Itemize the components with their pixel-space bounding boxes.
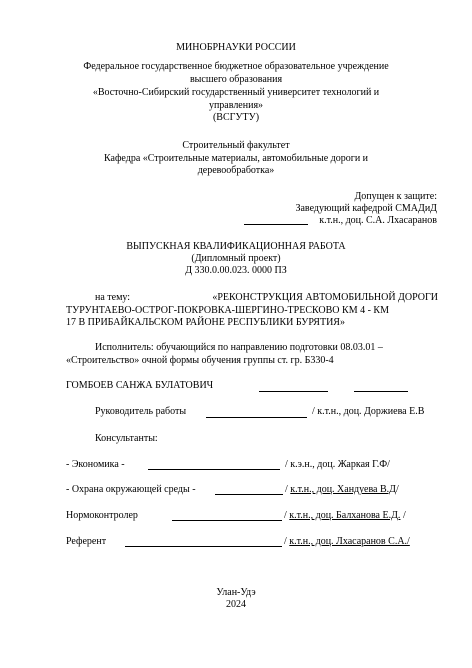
- referee-label: Референт: [66, 536, 107, 547]
- consultant-ecology-value: / к.т.н., доц. Хандуева В.Д/: [285, 484, 399, 495]
- institution-line-2: высшего образования: [189, 74, 283, 85]
- approval-line-1: Допущен к защите:: [354, 191, 437, 202]
- topic-prefix: на тему:: [95, 292, 131, 303]
- footer-year: 2024: [226, 599, 246, 610]
- consultants-title: Консультанты:: [95, 433, 158, 444]
- topic-line-1: «РЕКОНСТРУКЦИЯ АВТОМОБИЛЬНОЙ ДОРОГИ: [212, 292, 438, 303]
- ministry: МИНОБРНАУКИ РОССИИ: [176, 42, 296, 53]
- faculty: Строительный факультет: [182, 140, 290, 151]
- normcontrol-signature-line: [172, 520, 282, 521]
- document-subtitle: (Дипломный проект): [191, 253, 281, 264]
- document-code: Д 330.0.00.023. 0000 ПЗ: [185, 265, 287, 276]
- supervisor-value: / к.т.н., доц. Доржиева Е.В: [312, 406, 425, 417]
- performer-line-2: «Строительство» очной формы обучения группы ст. гр. Б330-4: [66, 355, 334, 366]
- referee-signature-line: [125, 546, 282, 547]
- consultant-economics-value: / к.э.н., доц. Жаркая Г.Ф/: [285, 459, 390, 470]
- department-line-2: деревообработка»: [197, 165, 275, 176]
- topic-line-3: 17 В ПРИБАЙКАЛЬСКОМ РАЙОНЕ РЕСПУБЛИКИ БУРЯТИЯ»: [66, 317, 345, 328]
- supervisor-label: Руководитель работы: [95, 406, 187, 417]
- consultant-economics-signature-line: [148, 469, 280, 470]
- approval-line-3: к.т.н., доц. С.А. Лхасаранов: [319, 215, 437, 226]
- institution-line-4: управления»: [208, 100, 264, 111]
- approval-line-2: Заведующий кафедрой СМАДиД: [295, 203, 437, 214]
- department-line-1: Кафедра «Строительные материалы, автомобильные дороги и: [103, 153, 369, 164]
- consultant-ecology-label: - Охрана окружающей среды -: [66, 484, 196, 495]
- institution-line-1: Федеральное государственное бюджетное образовательное учреждение: [83, 61, 389, 72]
- footer-city: Улан-Удэ: [216, 587, 256, 598]
- approval-signature-line: [244, 224, 308, 225]
- performer-line-1: Исполнитель: обучающийся по направлению подготовки 08.03.01 –: [95, 342, 383, 353]
- topic-line-2: ТУРУНТАЕВО-ОСТРОГ-ПОКРОВКА-ШЕРГИНО-ТРЕСКОВО КМ 4 - КМ: [66, 305, 389, 316]
- student-date-line: [354, 391, 408, 392]
- normcontrol-label: Нормоконтролер: [66, 510, 138, 521]
- consultant-ecology-signature-line: [215, 494, 283, 495]
- consultant-economics-label: - Экономика -: [66, 459, 125, 470]
- normcontrol-value: / к.т.н., доц. Балханова Е.Д. /: [284, 510, 406, 521]
- student-signature-line: [259, 391, 328, 392]
- document-title: ВЫПУСКНАЯ КВАЛИФИКАЦИОННАЯ РАБОТА: [126, 241, 346, 252]
- student-name: ГОМБОЕВ САНЖА БУЛАТОВИЧ: [66, 380, 214, 391]
- institution-line-5: (ВСГУТУ): [212, 112, 260, 123]
- institution-line-3: «Восточно-Сибирский государственный университет технологий и: [92, 87, 380, 98]
- referee-value: / к.т.н., доц. Лхасаранов С.А./: [284, 536, 410, 547]
- supervisor-signature-line: [206, 417, 307, 418]
